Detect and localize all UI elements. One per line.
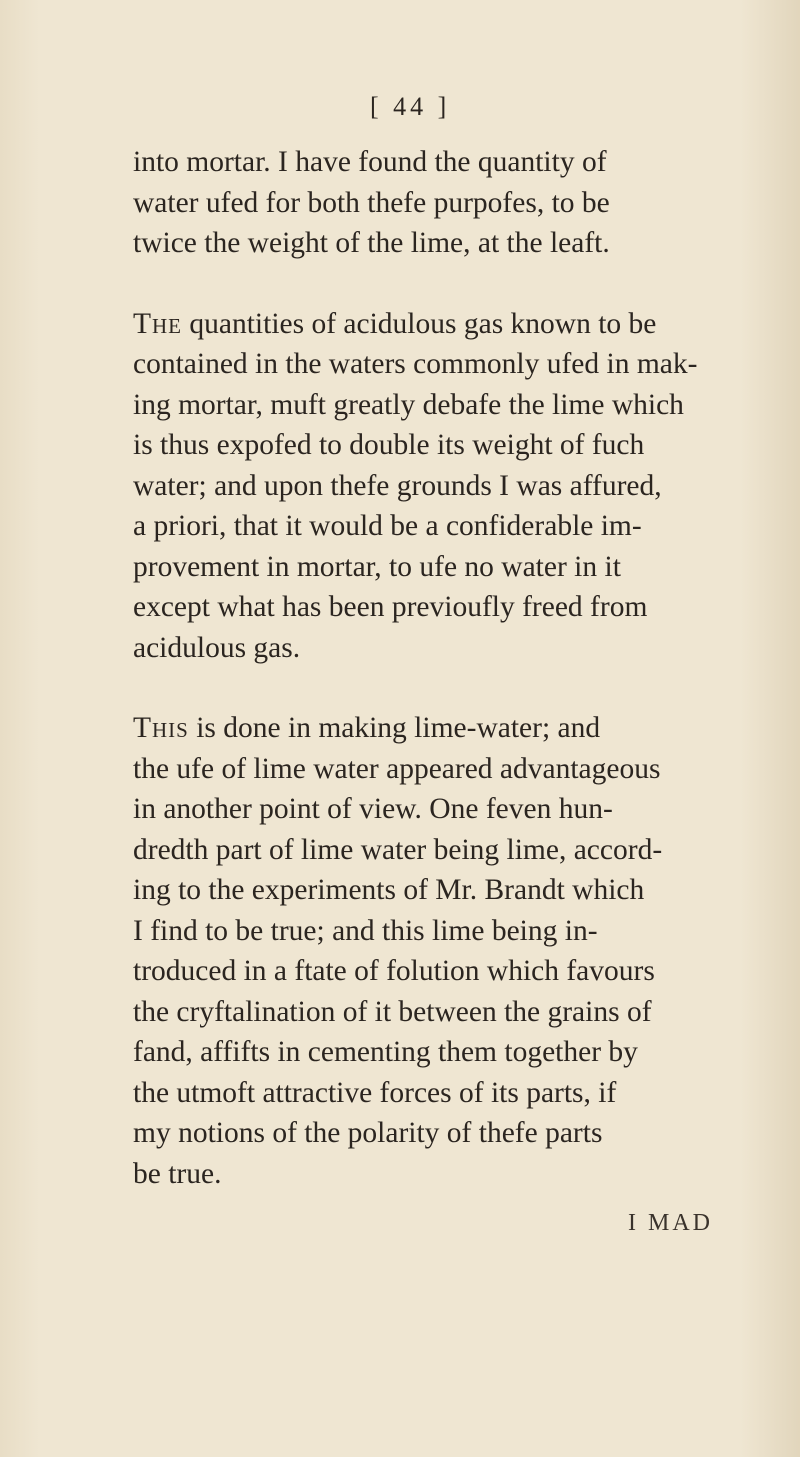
page-number: [ 44 ] xyxy=(370,92,451,121)
text-line: my notions of the polarity of thefe parts xyxy=(133,1117,603,1149)
text-line: be true. xyxy=(133,1157,222,1190)
text-line-rest: quantities of acidulous gas known to be xyxy=(182,307,657,340)
text-line: dredth part of lime water being lime, accord- xyxy=(133,833,663,866)
text-line: twice the weight of the lime, at the leaft. xyxy=(133,227,610,259)
text-line: the utmoft attractive forces of its parts, if xyxy=(133,1076,617,1109)
body-text xyxy=(133,142,773,1194)
text-line: except what has been previoufly freed from xyxy=(133,591,648,623)
text-line: troduced in a ftate of folution which favours xyxy=(133,955,655,987)
text-line-rest: is done in making lime-water; and xyxy=(188,712,601,744)
text-line: the cryftalination of it between the grains of xyxy=(133,995,652,1028)
text-line: ing to the experiments of Mr. Brandt which xyxy=(133,874,645,906)
text-line: into mortar. I have found the quantity of xyxy=(133,146,607,178)
text-line: water ufed for both thefe purpofes, to be xyxy=(133,186,610,219)
text-line: I find to be true; and this lime being in- xyxy=(133,914,598,947)
text-line: the ufe of lime water appeared advantageous xyxy=(133,752,661,785)
catchword: I MAD xyxy=(628,1210,713,1236)
text-line: provement in mortar, to ufe no water in it xyxy=(133,550,621,583)
paragraph-gap xyxy=(133,264,773,304)
text-line: is thus expofed to double its weight of fuch xyxy=(133,429,645,461)
paragraph-gap xyxy=(133,668,773,708)
page-edge-shadow-left xyxy=(0,0,40,1457)
text-line xyxy=(133,304,773,345)
text-line: contained in the waters commonly ufed in mak- xyxy=(133,348,698,380)
paragraph-lead-word: This xyxy=(133,712,189,744)
text-line xyxy=(133,708,773,749)
text-line: acidulous gas. xyxy=(133,631,301,664)
paragraph-lead-word: The xyxy=(133,307,183,340)
text-line: fand, affifts in cementing them together by xyxy=(133,1036,638,1068)
text-line: a priori, that it would be a confiderable im- xyxy=(133,510,642,542)
text-line: water; and upon thefe grounds I was affured, xyxy=(133,469,662,502)
text-line: in another point of view. One feven hun- xyxy=(133,793,613,825)
text-line: ing mortar, muft greatly debafe the lime which xyxy=(133,388,684,421)
